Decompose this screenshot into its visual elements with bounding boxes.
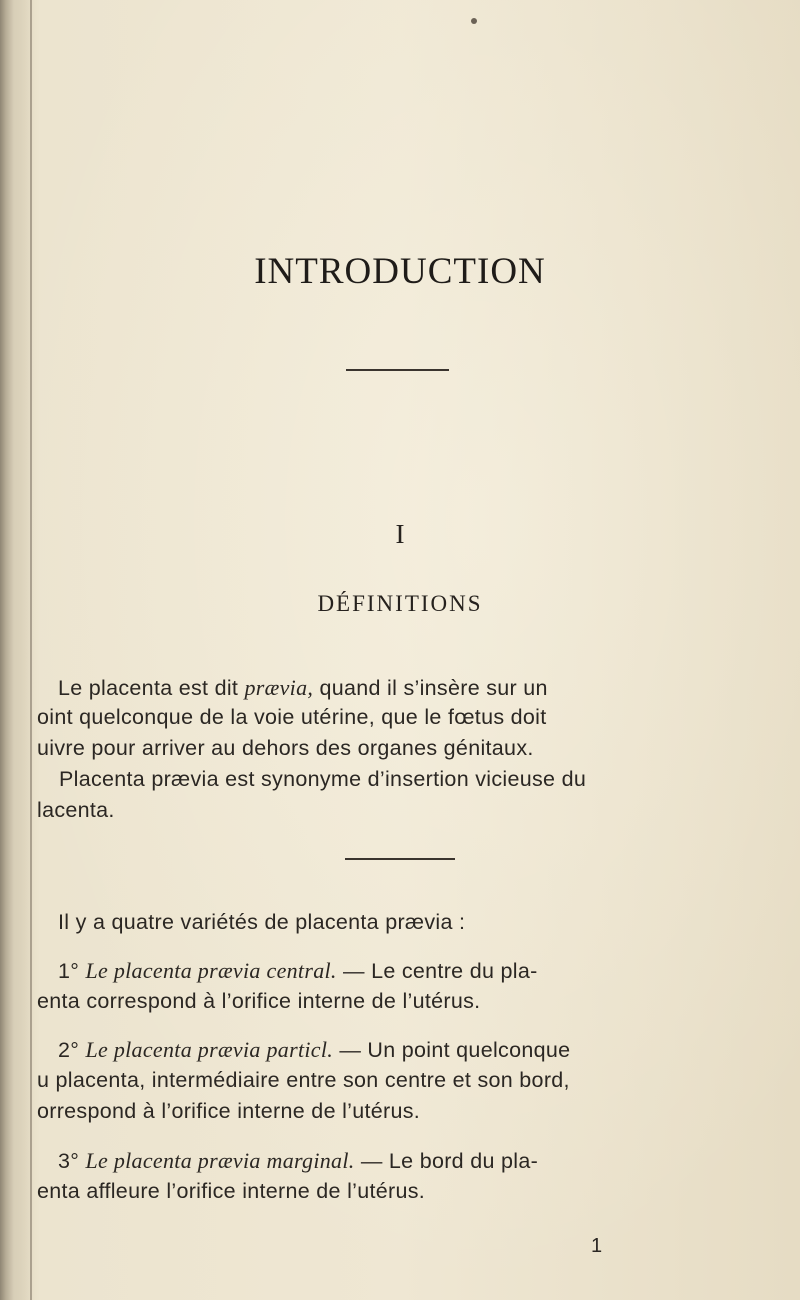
paragraph1-line1 (58, 675, 548, 701)
variety-name: Le placenta prævia marginal. (85, 1148, 355, 1173)
variety-number: 1° (58, 959, 80, 983)
italic-term: prævia, (244, 675, 314, 700)
ink-speck (471, 18, 477, 24)
variety-description: — Un point quelconque (333, 1038, 571, 1062)
variety-number: 3° (58, 1149, 80, 1173)
variety-2-line3: orrespond à l’orifice interne de l’utérus. (37, 1099, 421, 1123)
variety-number: 2° (58, 1038, 80, 1062)
section-title: DÉFINITIONS (317, 591, 483, 616)
variety-3-line2: enta affleure l’orifice interne de l’utérus. (37, 1179, 426, 1203)
page-number: 1 (591, 1235, 603, 1257)
heading-divider (346, 369, 449, 371)
paragraph1-line2: oint quelconque de la voie utérine, que le fœtus doit (37, 705, 547, 729)
variety-description: — Le centre du pla- (336, 959, 538, 983)
section-divider (345, 858, 455, 860)
text-run: Le placenta est dit (58, 676, 245, 700)
variety-2-line1 (58, 1037, 570, 1063)
variety-description: — Le bord du pla- (354, 1149, 539, 1173)
variety-name: Le placenta prævia central. (85, 958, 337, 983)
paragraph1-line3: uivre pour arriver au dehors des organes génitaux. (37, 736, 534, 760)
section-number: I (395, 519, 405, 549)
varieties-intro: Il y a quatre variétés de placenta prævia : (58, 910, 466, 934)
variety-1-line1 (58, 958, 538, 984)
variety-name: Le placenta prævia particl. (85, 1037, 334, 1062)
paragraph2-line1: Placenta prævia est synonyme d’insertion vicieuse du (59, 767, 587, 791)
variety-1-line2: enta correspond à l’orifice interne de l’utérus. (37, 989, 481, 1013)
page-binding-line (30, 0, 32, 1300)
variety-2-line2: u placenta, intermédiaire entre son centre et son bord, (37, 1068, 570, 1092)
chapter-heading: INTRODUCTION (254, 251, 546, 292)
paragraph2-line2: lacenta. (37, 798, 115, 822)
variety-3-line1 (58, 1148, 538, 1174)
page-binding-shadow (0, 0, 34, 1300)
text-run: quand il s’insère sur un (313, 676, 548, 700)
